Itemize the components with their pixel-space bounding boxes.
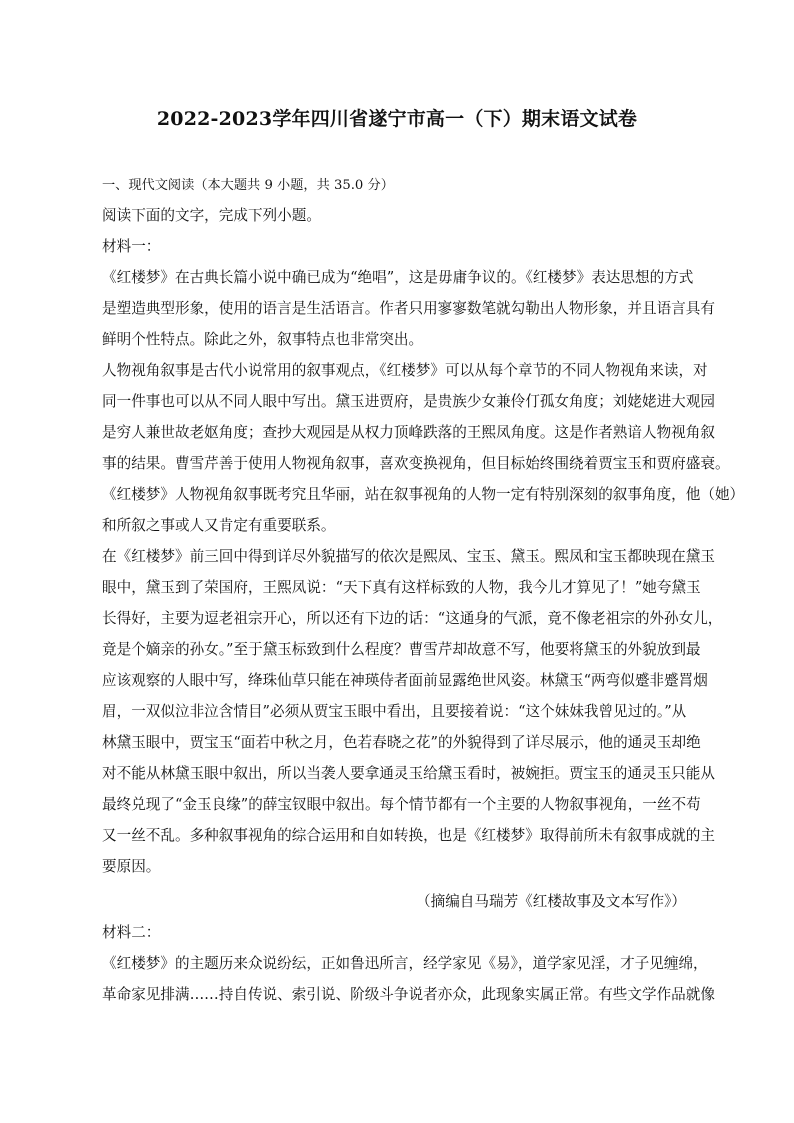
paragraph-line: 《红楼梦》在古典长篇小说中确已成为“绝唱”，这是毋庸争议的。《红楼梦》表达思想的方式 <box>102 269 694 286</box>
material1-label: 材料一： <box>102 238 161 255</box>
instruction-text: 阅读下面的文字，完成下列小题。 <box>102 207 321 224</box>
paragraph-line: 和所叙之事或人又肯定有重要联系。 <box>102 517 336 534</box>
paragraph-line: 是塑造典型形象，使用的语言是生活语言。作者只用寥寥数笔就勾勒出人物形象，并且语言具有 <box>102 300 715 317</box>
paragraph-line: 应该观察的人眼中写，绛珠仙草只能在神瑛侍者面前显露绝世风姿。林黛玉“两弯似蹙非蹙罥烟 <box>102 672 708 689</box>
paragraph-line: 人物视角叙事是古代小说常用的叙事观点，《红楼梦》可以从每个章节的不同人物视角来读，对 <box>102 362 708 379</box>
paragraph-line: 《红楼梦》的主题历来众说纷纭，正如鲁迅所言，经学家见《易》，道学家见淫，才子见缠绵， <box>102 955 708 972</box>
paragraph-line: 眉，一双似泣非泣含情目”必须从贾宝玉眼中看出，且要接着说：“这个妹妹我曾见过的。”从 <box>102 703 687 720</box>
document-title: 2022-2023学年四川省遂宁市高一（下）期末语文试卷 <box>156 108 638 130</box>
paragraph-line: 《红楼梦》人物视角叙事既考究且华丽，站在叙事视角的人物一定有特别深刻的叙事角度，他（她） <box>102 486 745 503</box>
paragraph-line: 眼中，黛玉到了荣国府，王熙凤说：“天下真有这样标致的人物，我今儿才算见了！”她夸黛玉 <box>102 579 701 596</box>
paragraph-line: 在《红楼梦》前三回中得到详尽外貌描写的依次是熙凤、宝玉、黛玉。熙凤和宝玉都映现在黛玉 <box>102 548 715 565</box>
paragraph-line: 是穷人兼世故老妪角度；查抄大观园是从权力顶峰跌落的王熙凤角度。这是作者熟谙人物视角叙 <box>102 424 715 441</box>
paragraph-line: 又一丝不乱。多种叙事视角的综合运用和自如转换，也是《红楼梦》取得前所未有叙事成就的主 <box>102 827 715 844</box>
section-heading: 一、现代文阅读（本大题共 9 小题，共 35.0 分） <box>102 178 394 193</box>
material1-source: （摘编自马瑞芳《红楼故事及文本写作》） <box>416 893 686 910</box>
paragraph-line: 最终兑现了“金玉良缘”的薛宝钗眼中叙出。每个情节都有一个主要的人物叙事视角，一丝不苟 <box>102 796 701 813</box>
paragraph-line: 革命家见排满……持自传说、索引说、阶级斗争说者亦众，此现象实属正常。有些文学作品就像 <box>102 986 715 1003</box>
paragraph-line: 对不能从林黛玉眼中叙出，所以当袭人要拿通灵玉给黛玉看时，被婉拒。贾宝玉的通灵玉只能从 <box>102 765 715 782</box>
paragraph-line: 事的结果。曹雪芹善于使用人物视角叙事，喜欢变换视角，但目标始终围绕着贾宝玉和贾府盛衰。 <box>102 455 730 472</box>
material2-label: 材料二： <box>102 924 161 941</box>
paragraph-line: 长得好，主要为逗老祖宗开心，所以还有下边的话：“这通身的气派，竟不像老祖宗的外孙女儿， <box>102 610 723 627</box>
paragraph-line: 林黛玉眼中，贾宝玉“面若中秋之月，色若春晓之花”的外貌得到了详尽展示，他的通灵玉却绝 <box>102 734 701 751</box>
paragraph-line: 要原因。 <box>102 858 161 875</box>
paragraph-line: 同一件事也可以从不同人眼中写出。黛玉进贾府，是贵族少女兼伶仃孤女角度；刘姥姥进大观园 <box>102 393 715 410</box>
paragraph-line: 竟是个嫡亲的孙女。”至于黛玉标致到什么程度？曹雪芹却故意不写，他要将黛玉的外貌放到最 <box>102 641 701 658</box>
paragraph-line: 鲜明个性特点。除此之外，叙事特点也非常突出。 <box>102 331 424 348</box>
